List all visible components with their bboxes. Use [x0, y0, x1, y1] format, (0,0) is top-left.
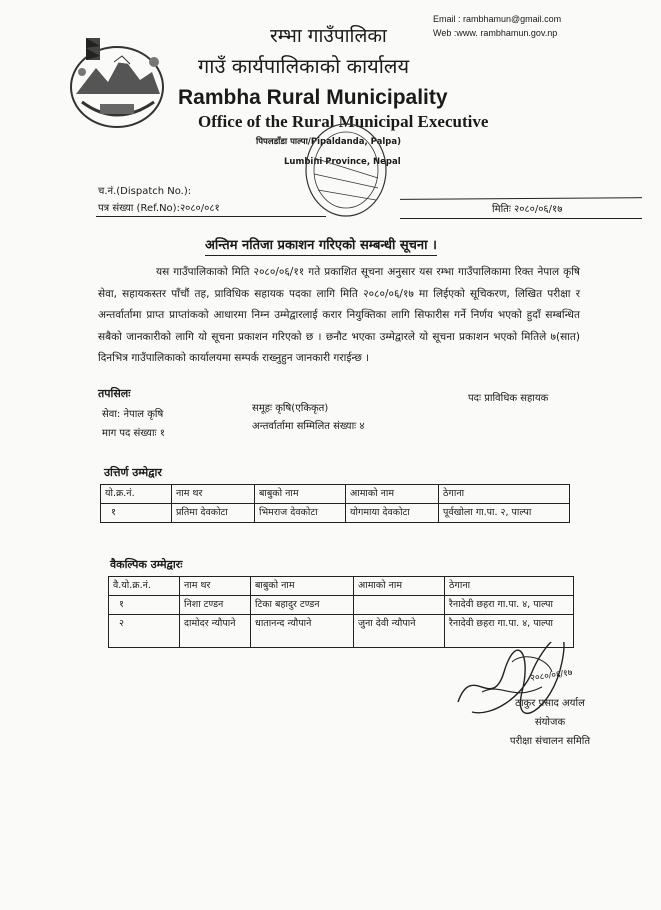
divider-right-top [400, 197, 642, 200]
table-header-row [109, 577, 574, 596]
cell-address: रैनादेवी छहरा गा.पा. ४, पाल्पा [445, 615, 574, 648]
address-line-1: पिपलडाँडा पाल्पा/Pipaldanda, Palpa) [256, 137, 402, 147]
column-header: नाम थर [180, 577, 251, 596]
divider-left [96, 216, 326, 217]
office-stamp-icon [300, 118, 392, 230]
cell-name: प्रतिमा देवकोटा [172, 504, 255, 523]
english-office-title: Office of the Rural Municipal Executive [198, 112, 489, 131]
cell-father: टिका बहादुर टण्डन [251, 596, 354, 615]
cell-father: धातानन्द न्यौपाने [251, 615, 354, 648]
web-text: Web :www. rambhamun.gov.np [433, 28, 558, 38]
signatory-committee: परीक्षा संचालन समिति [509, 736, 591, 747]
contact-block [433, 12, 561, 40]
signature-date: २०८०/०६/१७ [529, 667, 574, 683]
cell-serial: १ [109, 596, 180, 615]
column-header: वै.यो.क्र.नं. [109, 577, 180, 596]
group-text: समूहः कृषि(एकिकृत) [252, 403, 329, 414]
passed-heading: उत्तिर्ण उम्मेद्वार [104, 466, 162, 479]
details-heading: तपसिलः [98, 387, 131, 400]
passed-table [100, 484, 570, 523]
signatory-block [490, 694, 610, 751]
alternate-table [108, 576, 574, 648]
service-text: सेवा: नेपाल कृषि [102, 409, 164, 420]
cell-mother: जुना देवी न्यौपाने [354, 615, 445, 648]
column-header: यो.क्र.नं. [101, 485, 172, 504]
cell-serial: १ [101, 504, 172, 523]
address-line-2: Lumbini Province, Nepal [284, 157, 401, 167]
column-header: आमाको नाम [354, 577, 445, 596]
cell-mother [354, 596, 445, 615]
nepali-title: रम्भा गाउँपालिका [270, 25, 387, 47]
table-header-row [101, 485, 570, 504]
column-header: बाबुको नाम [255, 485, 346, 504]
cell-address: पूर्वखोला गा.पा. २, पाल्पा [439, 504, 570, 523]
ref-number: पत्र संख्या (Ref.No):२०८०/०८१ [98, 203, 220, 214]
nepali-office-title: गाउँ कार्यपालिकाको कार्यालय [198, 54, 410, 78]
alternate-heading: वैकल्पिक उम्मेद्वारः [110, 558, 183, 571]
signatory-name: ठाकुर प्रसाद अर्याल [515, 698, 585, 709]
notice-body: यस गाउँपालिकाको मिति २०८०/०६/११ गते प्रकाशित सूचना अनुसार यस रम्भा गाउँपालिकामा रिक्त नेपाल कृषि सेवा, सहायकस्तर पाँचौं तह, प्राविधिक सहायक पदका लागि मिति २०८०/०६/१७ मा लिईएको सूचिकरण, लिखित परीक्षा र अन्तर्वार्तामा प्राप्त प्राप्तांकको आधारमा निम्न उम्मेद्वारलाई करार नियुक्तिका लागि सिफारीस गर्ने निर्णय भएको हुदाँ सम्बन्धित सबैको जानकारीको लागि यो सूचना प्रकाशन गरिएको छ । छनौट भएका उम्मेद्वारले यो सूचना प्रकाशन भएको मितिले ७(सात) दिनभित्र गाउँपालिकाको कार्यालयमा सम्पर्क राख्नुहुन जानकारी गराईन्छ । [98, 266, 580, 364]
column-header: बाबुको नाम [251, 577, 354, 596]
cell-address: रैनादेवी छहरा गा.पा. ४, पाल्पा [445, 596, 574, 615]
cell-name: दामोदर न्यौपाने [180, 615, 251, 648]
notice-title: अन्तिम नतिजा प्रकाशन गरिएको सम्बन्धी सूचना । [205, 235, 437, 256]
post-text: पदः प्राविधिक सहायक [468, 393, 549, 404]
email-text: Email : rambhamun@gmail.com [433, 14, 562, 24]
cell-serial: २ [109, 615, 180, 648]
divider-right [400, 218, 642, 219]
cell-name: निशा टण्डन [180, 596, 251, 615]
table-row [109, 596, 574, 615]
nepal-emblem-icon [62, 32, 172, 132]
cell-father: भिमराज देवकोटा [255, 504, 346, 523]
dispatch-label: च.नं.(Dispatch No.): [98, 186, 192, 197]
interview-count-text: अन्तर्वार्तामा सम्मिलित संख्याः ४ [252, 421, 365, 432]
signatory-role: संयोजक [534, 717, 566, 728]
table-row [101, 504, 570, 523]
letter-date: मितिः २०८०/०६/१७ [492, 204, 563, 215]
column-header: नाम थर [172, 485, 255, 504]
cell-mother: योगमाया देवकोटा [346, 504, 439, 523]
column-header: ठेगाना [439, 485, 570, 504]
english-title: Rambha Rural Municipality [178, 86, 448, 109]
column-header: ठेगाना [445, 577, 574, 596]
demand-text: माग पद संख्याः १ [102, 428, 165, 439]
column-header: आमाको नाम [346, 485, 439, 504]
